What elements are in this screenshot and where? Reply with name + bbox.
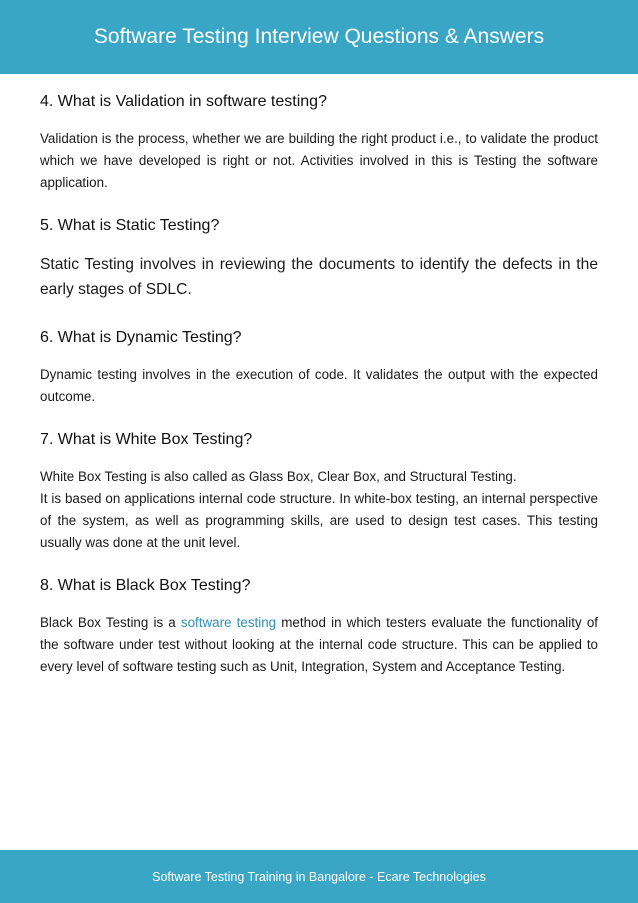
question-6: 6. What is Dynamic Testing?: [40, 329, 242, 346]
question-7: 7. What is White Box Testing?: [40, 431, 253, 448]
answer-8: [40, 612, 598, 678]
software-testing-link[interactable]: software testing: [180, 615, 277, 630]
page-footer: [0, 850, 638, 903]
answer-8-part-1: Black Box Testing is a: [40, 615, 181, 630]
answer-5: Static Testing involves in reviewing the documents to identify the defects in the early stages of SDLC.: [40, 256, 598, 298]
answer-7-line-2: It is based on applications internal code structure. In white-box testing, an internal perspective of the system, as well as programming skills, are used to design test cases. This testing usually was done at the unit level.: [40, 491, 598, 550]
question-8: 8. What is Black Box Testing?: [40, 577, 251, 594]
header-title: Software Testing Interview Questions & Answers: [93, 25, 545, 48]
answer-8-part-2: method in which testers evaluate the functionality of the software under test without looking at the internal code structure. This can be applied to every level of software testing such as Unit, Integration, System and Acceptance Testing.: [40, 615, 598, 674]
answer-7: [40, 466, 598, 554]
question-5: 5. What is Static Testing?: [40, 217, 220, 234]
answer-6: Dynamic testing involves in the execution of code. It validates the output with the expected outcome.: [40, 367, 598, 404]
answer-4: Validation is the process, whether we are building the right product i.e., to validate the product which we have developed is right or not. Activities involved in this is Testing the software application.: [40, 131, 598, 190]
answer-7-line-1: White Box Testing is also called as Glass Box, Clear Box, and Structural Testing.: [40, 469, 517, 484]
qa-content: [40, 92, 598, 700]
question-4: 4. What is Validation in software testing?: [40, 93, 327, 110]
page-header: [0, 0, 638, 74]
footer-text: Software Testing Training in Bangalore - Ecare Technologies: [152, 869, 486, 884]
